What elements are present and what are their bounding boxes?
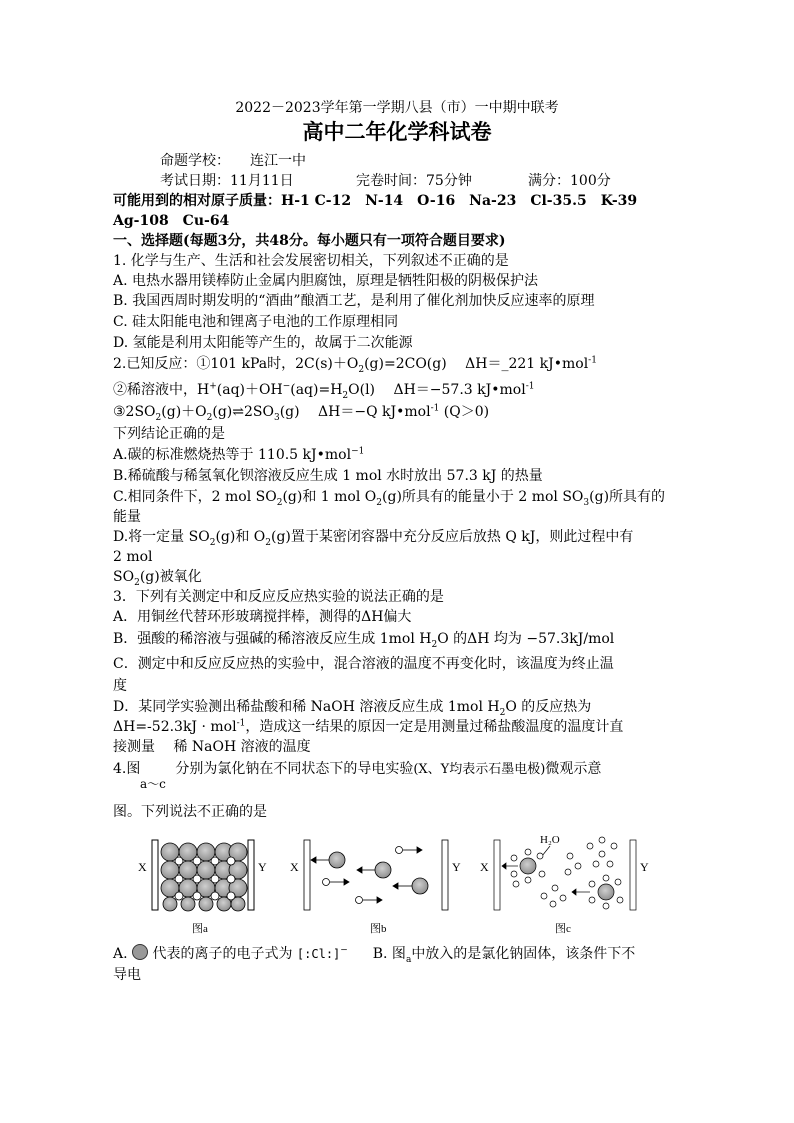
electrode-y bbox=[442, 840, 448, 910]
exam-date: 考试日期：11月11日 bbox=[160, 173, 294, 189]
exam-duration: 完卷时间：75分钟 bbox=[356, 173, 472, 189]
q2-option-b: B.稀硫酸与稀氢氧化钡溶液反应生成 1 mol 水时放出 57.3 kJ 的热量 bbox=[113, 468, 543, 484]
exam-header-line: 2022－2023学年第一学期八县（市）一中期中联考 bbox=[235, 100, 559, 116]
electrode-y-label: Y bbox=[640, 860, 649, 874]
figure-a bbox=[138, 840, 267, 935]
electrode-x-label: X bbox=[290, 860, 299, 874]
q1-option-b: B. 我国西周时期发明的“酒曲”酿酒工艺，是利用了催化剂加快反应速率的原理 bbox=[113, 293, 595, 309]
q4-option-a: A. 代表的离子的电子式为 [:Cl:]− B. 图$_a$中放入的是氯化钠固体，该条件下不 bbox=[113, 945, 636, 965]
electrode-x bbox=[152, 840, 158, 910]
q2-prompt: 下列结论正确的是 bbox=[113, 426, 225, 442]
full-score: 满分：100分 bbox=[528, 173, 611, 189]
q2-option-d-cont2: $SO_2(g)$被氧化 bbox=[113, 569, 202, 588]
q1-option-a: A. 电热水器用镁棒防止金属内胆腐蚀，原理是牺牲阳极的阴极保护法 bbox=[113, 273, 539, 289]
q4-stem-cont: 图。下列说法不正确的是 bbox=[113, 804, 267, 820]
q3-option-a: A．用铜丝代替环形玻璃搅拌棒，测得的ΔH偏大 bbox=[113, 609, 412, 625]
school-name: 连江一中 bbox=[250, 153, 306, 169]
figure-b-label: 图b bbox=[370, 923, 387, 935]
q3-option-d-cont2: 接测量 稀 NaOH 溶液的温度 bbox=[113, 739, 311, 755]
q2-option-c-cont: 能量 bbox=[113, 509, 141, 525]
figure-c bbox=[480, 834, 649, 935]
chloride-ion-icon bbox=[132, 944, 148, 960]
q4-option-b-cont: 导电 bbox=[113, 967, 141, 983]
q2-option-d-cont1: 2 mol bbox=[113, 549, 153, 565]
q1-stem: 1. 化学与生产、生活和社会发展密切相关，下列叙述不正确的是 bbox=[113, 253, 509, 269]
figure-a-label: 图a bbox=[192, 923, 208, 935]
electrode-x-label: X bbox=[480, 860, 489, 874]
q2-option-c: C.相同条件下，2 mol $SO_2(g)$和 1 mol $O_2(g)$所具有的能量小于 2 mol $SO_3(g)$所具有的 bbox=[113, 489, 666, 508]
q4-figure-range: a～c bbox=[140, 777, 166, 791]
electrode-y-label: Y bbox=[258, 860, 267, 874]
figure-b bbox=[290, 840, 461, 935]
q3-option-c: C．测定中和反应反应热的实验中，混合溶液的温度不再变化时，该温度为终止温 bbox=[113, 656, 614, 672]
q2-reaction-3: $③2SO_2(g)+O_2(g)\rightleftharpoons 2SO_3(g)$ ΔH＝−Q kJ•mol$^{-1}$ (Q＞0) bbox=[113, 403, 490, 423]
q1-option-d: D. 氢能是利用太阳能等产生的，故属于二次能源 bbox=[113, 335, 413, 351]
q1-option-c: C. 硅太阳能电池和锂离子电池的工作原理相同 bbox=[113, 314, 399, 330]
electrode-x bbox=[304, 840, 310, 910]
electrode-y bbox=[630, 840, 636, 910]
q4-stem: 4.图 分别为氯化钠在不同状态下的导电实验(X、Y均表示石墨电极)微观示意 bbox=[113, 761, 602, 777]
electrode-x bbox=[494, 840, 500, 910]
electrode-y bbox=[248, 840, 254, 910]
section-heading: 一、选择题(每题3分，共48分。每小题只有一项符合题目要求) bbox=[113, 233, 506, 249]
electrode-x-label: X bbox=[138, 860, 147, 874]
school-label: 命题学校： bbox=[160, 153, 230, 169]
atomic-masses: 可能用到的相对原子质量：H-1 C-12 N-14 O-16 Na-23 Cl-35.5 K-39 bbox=[113, 193, 638, 209]
paper-title: 高中二年化学科试卷 bbox=[302, 119, 492, 144]
q3-option-d: D．某同学实验测出稀盐酸和稀 NaOH 溶液反应生成 1mol $H_2O$ 的反应热为 bbox=[113, 699, 592, 718]
electrode-y-label: Y bbox=[452, 860, 461, 874]
figure-c-label: 图c bbox=[555, 923, 571, 935]
q2-reaction-2: ②稀溶液中，$H^+(aq)+OH^-(aq)=H_2O(l)$ ΔH＝−57.3 kJ•mol$^{-1}$ bbox=[113, 381, 535, 401]
q2-reaction-1: 2.已知反应：①101 kPa时，$2C(s)+O_2(g)=2CO(g)$ ΔH＝_221 kJ•mol$^{-1}$ bbox=[113, 355, 597, 375]
q2-option-d: D.将一定量 $SO_2(g)$和 $O_2(g)$置于某密闭容器中充分反应后放热 Q kJ，则此过程中有 bbox=[113, 529, 634, 548]
q3-stem: 3．下列有关测定中和反应反应热实验的说法正确的是 bbox=[113, 589, 444, 605]
q3-option-c-cont: 度 bbox=[113, 678, 127, 694]
q3-option-b: B．强酸的稀溶液与强碱的稀溶液反应生成 1mol $H_2O$ 的ΔH 均为 −57.3kJ/mol bbox=[113, 631, 615, 650]
q2-option-a: A.碳的标准燃烧热等于 110.5 kJ•mol$^{-1}$ bbox=[113, 446, 365, 463]
q3-option-d-cont1: ΔH=-52.3kJ · mol$^{-1}$，造成这一结果的原因一定是用测量过稀盐酸温度的温度计直 bbox=[113, 718, 624, 735]
water-label: H₂O bbox=[540, 834, 560, 846]
atomic-masses-cont: Ag-108 Cu-64 bbox=[113, 213, 230, 229]
conductivity-figure bbox=[130, 826, 660, 938]
